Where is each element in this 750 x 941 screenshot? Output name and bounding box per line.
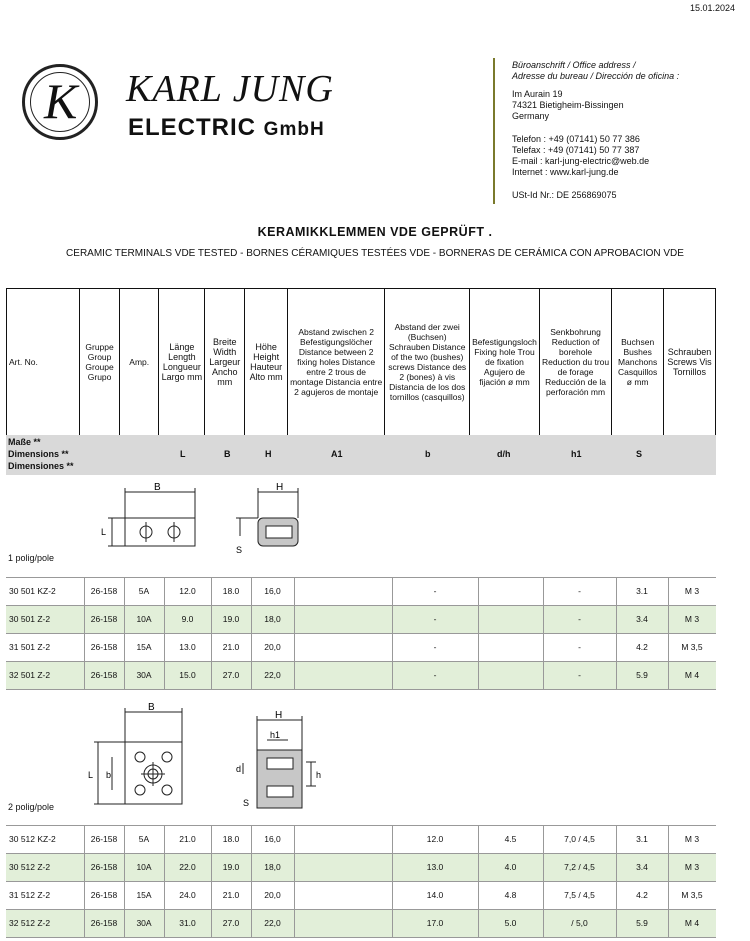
- cell-h1: -: [578, 614, 581, 624]
- cell-l: 22.0: [179, 862, 196, 872]
- column-divider: [543, 634, 544, 662]
- header-amp: Amp.: [119, 289, 159, 436]
- double-pole-diagram: [80, 700, 340, 812]
- document-date: 15.01.2024: [690, 3, 736, 13]
- cell-h: 22,0: [264, 918, 281, 928]
- diagram1-label-L: L: [101, 527, 107, 537]
- column-divider: [616, 634, 617, 662]
- column-divider: [211, 578, 212, 606]
- cell-l: 9.0: [181, 614, 194, 624]
- cell-h1: 7,0 / 4,5: [564, 834, 595, 844]
- column-divider: [478, 854, 479, 882]
- cell-b: -: [433, 586, 437, 596]
- column-divider: [616, 662, 617, 690]
- diagram2-label-H: H: [275, 710, 283, 721]
- diagram2-label-L: L: [88, 770, 94, 780]
- cell-s: 3.4: [636, 862, 648, 872]
- cell-amp: 15A: [136, 890, 152, 900]
- column-divider: [478, 882, 479, 910]
- cell-amp: 15A: [136, 642, 152, 652]
- column-divider: [392, 578, 393, 606]
- address-street: Im Aurain 19: [512, 89, 563, 99]
- header-screws: Schrauben Screws Vis Tornillos: [664, 289, 716, 436]
- cell-s: 3.1: [636, 834, 648, 844]
- cell-w: 27.0: [222, 670, 240, 680]
- column-divider: [124, 578, 125, 606]
- column-divider: [211, 606, 212, 634]
- header-art: Art. No.: [7, 289, 80, 436]
- column-divider: [164, 634, 165, 662]
- column-divider: [211, 910, 212, 938]
- cell-h1: -: [578, 670, 581, 680]
- column-divider: [84, 662, 85, 690]
- cell-s: 4.2: [636, 890, 648, 900]
- cell-group: 26-158: [90, 586, 118, 596]
- header-width: Breite Width Largeur Ancho mm: [205, 289, 245, 436]
- cell-dh: 4.0: [504, 862, 517, 872]
- header-length: Länge Length Longueur Largo mm: [159, 289, 205, 436]
- cell-dh: 4.8: [504, 890, 517, 900]
- column-header-table: [6, 288, 716, 436]
- column-divider: [668, 910, 669, 938]
- column-divider: [294, 606, 295, 634]
- address-header1: Büroanschrift / Office address /: [512, 60, 636, 70]
- address-fax: Telefax : +49 (07141) 50 77 387: [512, 145, 640, 155]
- section2-label: 2 polig/pole: [8, 802, 55, 812]
- cell-art: 30 512 KZ-2: [9, 834, 56, 844]
- column-divider: [478, 578, 479, 606]
- column-divider: [392, 826, 393, 854]
- header-height: Höhe Height Hauteur Alto mm: [245, 289, 288, 436]
- diagram1-label-H: H: [276, 482, 284, 493]
- column-divider: [478, 910, 479, 938]
- column-divider: [668, 634, 669, 662]
- logo-letter: K: [44, 73, 78, 129]
- cell-art: 30 512 Z-2: [9, 862, 51, 872]
- table-row: [6, 909, 716, 937]
- cell-b: 13.0: [426, 862, 444, 872]
- page-title: KERAMIKKLEMMEN VDE GEPRÜFT .: [257, 225, 493, 239]
- cell-l: 15.0: [179, 670, 196, 680]
- section1-label: 1 polig/pole: [8, 553, 55, 563]
- cell-h: 16,0: [264, 586, 281, 596]
- column-divider: [478, 634, 479, 662]
- column-divider: [124, 606, 125, 634]
- cell-w: 27.0: [222, 918, 240, 928]
- column-divider: [616, 826, 617, 854]
- table-bottom-border: [6, 937, 716, 938]
- address-country: Germany: [512, 111, 550, 121]
- cell-h: 20,0: [264, 890, 281, 900]
- column-divider: [124, 882, 125, 910]
- cell-h: 20,0: [264, 642, 281, 652]
- cell-w: 18.0: [222, 586, 240, 596]
- column-divider: [84, 854, 85, 882]
- column-divider: [251, 882, 252, 910]
- column-divider: [668, 854, 669, 882]
- column-divider: [392, 854, 393, 882]
- column-divider: [251, 854, 252, 882]
- dims-H: H: [265, 449, 272, 459]
- address-city: 74321 Bietigheim-Bissingen: [512, 100, 624, 110]
- cell-group: 26-158: [90, 862, 118, 872]
- column-divider: [84, 578, 85, 606]
- cell-group: 26-158: [90, 614, 118, 624]
- column-divider: [251, 826, 252, 854]
- cell-screw: M 3: [684, 586, 700, 596]
- column-divider: [251, 910, 252, 938]
- dims-A1: A1: [331, 449, 343, 459]
- company-name-suffix: GmbH: [263, 119, 325, 140]
- column-divider: [124, 662, 125, 690]
- column-divider: [84, 606, 85, 634]
- column-divider: [392, 634, 393, 662]
- column-divider: [294, 854, 295, 882]
- cell-w: 19.0: [222, 862, 240, 872]
- address-phone: Telefon : +49 (07141) 50 77 386: [512, 134, 640, 144]
- cell-art: 30 501 KZ-2: [9, 586, 56, 596]
- column-divider: [251, 634, 252, 662]
- cell-screw: M 3: [684, 862, 700, 872]
- column-divider: [668, 606, 669, 634]
- cell-screw: M 3,5: [681, 642, 703, 652]
- column-divider: [294, 662, 295, 690]
- column-divider: [251, 662, 252, 690]
- column-divider: [478, 826, 479, 854]
- column-divider: [543, 578, 544, 606]
- cell-amp: 5A: [138, 586, 150, 596]
- column-divider: [668, 578, 669, 606]
- cell-l: 13.0: [179, 642, 196, 652]
- table-row: [6, 577, 716, 605]
- column-divider: [164, 910, 165, 938]
- table-row: [6, 825, 716, 853]
- cell-b: -: [433, 670, 437, 680]
- cell-screw: M 4: [684, 918, 700, 928]
- page-subtitle: CERAMIC TERMINALS VDE TESTED - BORNES CÉRAMIQUES TESTÉES VDE - BORNERAS DE CERÁMICA CON APROBACION VDE: [66, 248, 684, 259]
- cell-art: 31 501 Z-2: [9, 642, 51, 652]
- column-divider: [124, 634, 125, 662]
- cell-amp: 30A: [136, 670, 152, 680]
- column-divider: [211, 854, 212, 882]
- cell-b: 14.0: [426, 890, 444, 900]
- column-divider: [124, 854, 125, 882]
- diagram2-label-d: d: [236, 764, 242, 774]
- cell-l: 31.0: [179, 918, 196, 928]
- column-divider: [211, 634, 212, 662]
- cell-group: 26-158: [90, 834, 118, 844]
- column-divider: [124, 910, 125, 938]
- cell-s: 5.9: [636, 918, 648, 928]
- column-divider: [294, 578, 295, 606]
- cell-screw: M 4: [684, 670, 700, 680]
- column-divider: [392, 662, 393, 690]
- column-divider: [211, 662, 212, 690]
- column-divider: [251, 606, 252, 634]
- column-divider: [251, 578, 252, 606]
- cell-art: 31 512 Z-2: [9, 890, 51, 900]
- header-group: Gruppe Group Groupe Grupo: [80, 289, 120, 436]
- diagram2-label-b: b: [106, 770, 112, 780]
- column-divider: [543, 662, 544, 690]
- cell-b: 17.0: [426, 918, 444, 928]
- cell-dh: 5.0: [504, 918, 517, 928]
- cell-h: 22,0: [264, 670, 281, 680]
- cell-b: -: [433, 642, 437, 652]
- cell-h: 18,0: [264, 614, 281, 624]
- cell-amp: 30A: [136, 918, 152, 928]
- dims-S: S: [636, 449, 643, 459]
- column-divider: [616, 910, 617, 938]
- company-name-line1: KARL JUNG: [126, 68, 334, 110]
- cell-h1: 7,5 / 4,5: [564, 890, 595, 900]
- column-divider: [84, 826, 85, 854]
- dims-label-en: Dimensions **: [8, 449, 69, 459]
- column-divider: [294, 634, 295, 662]
- address-divider: [493, 58, 495, 204]
- cell-art: 32 501 Z-2: [9, 670, 51, 680]
- column-divider: [478, 606, 479, 634]
- cell-h1: 7,2 / 4,5: [564, 862, 595, 872]
- column-divider: [164, 606, 165, 634]
- diagram2-label-S: S: [243, 798, 250, 808]
- dims-L: L: [180, 449, 186, 459]
- dims-h1: h1: [571, 449, 582, 459]
- table-row: [6, 661, 716, 689]
- header-dh: Befestigungsloch Fixing hole Trou de fixation Agujero de fijación ø mm: [470, 289, 540, 436]
- address-header2: Adresse du bureau / Dirección de oficina :: [512, 71, 680, 81]
- cell-h1: / 5,0: [571, 918, 588, 928]
- column-divider: [668, 826, 669, 854]
- column-divider: [543, 910, 544, 938]
- header-b: Abstand der zwei (Buchsen) Schrauben Distance of the two (bushes) screws Distance des 2 (bones) à vis Distancia de los dos tornillos (casquillos): [385, 289, 470, 436]
- cell-l: 12.0: [179, 586, 196, 596]
- column-divider: [211, 826, 212, 854]
- column-divider: [392, 910, 393, 938]
- diagram2-label-h1: h1: [270, 730, 281, 740]
- cell-h: 18,0: [264, 862, 281, 872]
- cell-h1: -: [578, 642, 581, 652]
- dims-label-de: Maße **: [8, 437, 41, 447]
- cell-s: 3.4: [636, 614, 648, 624]
- header-s: Buchsen Bushes Manchons Casquillos ø mm: [612, 289, 664, 436]
- column-divider: [616, 854, 617, 882]
- address-email[interactable]: E-mail : karl-jung-electric@web.de: [512, 156, 650, 166]
- table-row: [6, 633, 716, 661]
- column-divider: [392, 882, 393, 910]
- cell-l: 21.0: [179, 834, 196, 844]
- dims-b: b: [425, 449, 431, 459]
- cell-screw: M 3: [684, 614, 700, 624]
- table-bottom-border: [6, 689, 716, 690]
- dims-label-es: Dimensiones **: [8, 461, 74, 471]
- column-divider: [84, 882, 85, 910]
- diagram2-label-h: h: [316, 770, 322, 780]
- column-divider: [543, 854, 544, 882]
- cell-group: 26-158: [90, 890, 118, 900]
- cell-dh: 4.5: [504, 834, 517, 844]
- cell-screw: M 3,5: [681, 890, 703, 900]
- single-pole-diagram: [90, 478, 330, 568]
- column-divider: [543, 882, 544, 910]
- column-divider: [392, 606, 393, 634]
- cell-l: 24.0: [179, 890, 196, 900]
- column-divider: [294, 882, 295, 910]
- cell-h: 16,0: [264, 834, 281, 844]
- address-vat: USt-Id Nr.: DE 256869075: [512, 190, 617, 200]
- cell-w: 18.0: [222, 834, 240, 844]
- column-divider: [164, 662, 165, 690]
- cell-s: 3.1: [636, 586, 648, 596]
- cell-amp: 10A: [136, 614, 152, 624]
- cell-b: 12.0: [426, 834, 444, 844]
- column-divider: [668, 662, 669, 690]
- column-divider: [616, 578, 617, 606]
- cell-art: 32 512 Z-2: [9, 918, 51, 928]
- column-divider: [294, 826, 295, 854]
- column-divider: [164, 882, 165, 910]
- table-row: [6, 605, 716, 633]
- diagram2-label-B: B: [148, 702, 155, 713]
- column-divider: [84, 910, 85, 938]
- header-h1: Senkbohrung Reduction of borehole Reduction du trou de forage Reducción de la perforación mm: [539, 289, 611, 436]
- company-name-line2: [128, 114, 325, 142]
- cell-art: 30 501 Z-2: [9, 614, 51, 624]
- column-divider: [294, 910, 295, 938]
- header-a1: Abstand zwischen 2 Befestigungslöcher Distance between 2 fixing holes Distance entre 2 trous de montage Distancia entre 2 agujeros de montaje: [288, 289, 385, 436]
- cell-group: 26-158: [90, 642, 118, 652]
- column-divider: [543, 606, 544, 634]
- dimensions-bar: [6, 435, 716, 475]
- column-divider: [616, 606, 617, 634]
- column-divider: [164, 578, 165, 606]
- address-internet[interactable]: Internet : www.karl-jung.de: [512, 167, 619, 177]
- cell-w: 19.0: [222, 614, 240, 624]
- cell-amp: 10A: [136, 862, 152, 872]
- cell-w: 21.0: [222, 642, 240, 652]
- table-row: [6, 881, 716, 909]
- column-divider: [478, 662, 479, 690]
- cell-group: 26-158: [90, 918, 118, 928]
- table-row: [6, 853, 716, 881]
- column-divider: [616, 882, 617, 910]
- cell-s: 4.2: [636, 642, 648, 652]
- cell-s: 5.9: [636, 670, 648, 680]
- dims-dh: d/h: [497, 449, 511, 459]
- dims-B: B: [224, 449, 231, 459]
- diagram1-label-B: B: [154, 482, 161, 493]
- column-divider: [543, 826, 544, 854]
- company-name-electric: ELECTRIC: [128, 114, 256, 141]
- column-divider: [84, 634, 85, 662]
- column-divider: [668, 882, 669, 910]
- cell-group: 26-158: [90, 670, 118, 680]
- cell-amp: 5A: [138, 834, 150, 844]
- column-divider: [164, 826, 165, 854]
- column-divider: [211, 882, 212, 910]
- cell-h1: -: [578, 586, 581, 596]
- diagram1-label-S: S: [236, 545, 243, 555]
- cell-b: -: [433, 614, 437, 624]
- cell-w: 21.0: [222, 890, 240, 900]
- column-divider: [164, 854, 165, 882]
- cell-screw: M 3: [684, 834, 700, 844]
- column-divider: [124, 826, 125, 854]
